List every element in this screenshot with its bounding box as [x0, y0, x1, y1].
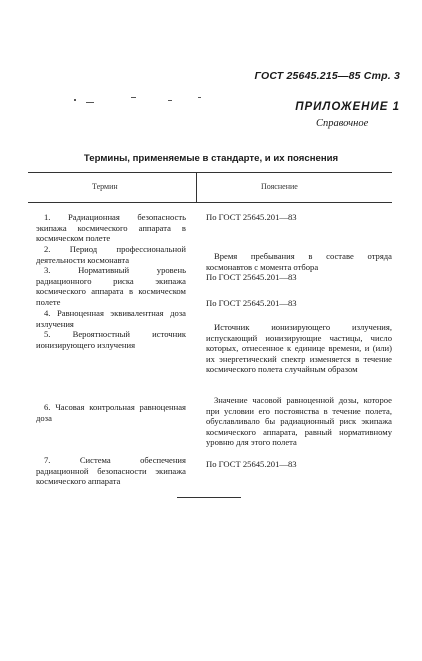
- appendix-title: ПРИЛОЖЕНИЕ 1: [295, 101, 400, 113]
- appendix-subtitle: Справочное: [316, 118, 369, 129]
- term-1: 1. Радиационная безопасность экипажа космического аппарата в космическом полете: [36, 212, 186, 243]
- explanation-3: По ГОСТ 25645.201—83: [206, 272, 297, 282]
- column-header-explanation: Пояснение: [261, 182, 298, 191]
- column-header-term: Термин: [92, 182, 118, 191]
- explanation-2: Время пребывания в составе отряда космонавтов с момента отбора: [206, 251, 392, 272]
- closing-rule: [177, 497, 241, 498]
- term-4: 4. Равноценная эквивалентная доза излучения: [36, 308, 186, 329]
- explanation-7: По ГОСТ 25645.201—83: [206, 459, 297, 469]
- table-column-divider: [196, 172, 197, 202]
- term-2: 2. Период профессиональной деятельности космонавта: [36, 244, 186, 265]
- term-7: 7. Система обеспечения радиационной безопасности экипажа космического аппарата: [36, 455, 186, 486]
- explanation-6: Значение часовой равноценной дозы, которое при условии его постоянства в течение полета, обуславливало бы радиационный риск экипажа космического аппарата, равный нормативному уровню для этого полета: [206, 395, 392, 447]
- explanation-4: По ГОСТ 25645.201—83: [206, 298, 297, 308]
- term-6: 6. Часовая контрольная равноценная доза: [36, 402, 186, 423]
- table-header-frame: [28, 172, 392, 203]
- section-title: Термины, применяемые в стандарте, и их пояснения: [83, 153, 339, 164]
- scan-specks: [70, 96, 220, 108]
- explanation-1: По ГОСТ 25645.201—83: [206, 212, 297, 222]
- term-3: 3. Нормативный уровень радиационного риска экипажа космического аппарата в космическом полете: [36, 265, 186, 307]
- standard-reference: ГОСТ 25645.215—85 Стр. 3: [254, 70, 400, 82]
- explanation-5: Источник ионизирующего излучения, испускающий ионизирующие частицы, число которых, отнесенное к единице времени, и (или) их энергетический спектр изменяется в течение космического полета случайным образом: [206, 322, 392, 374]
- term-5: 5. Вероятностный источник ионизирующего излучения: [36, 329, 186, 350]
